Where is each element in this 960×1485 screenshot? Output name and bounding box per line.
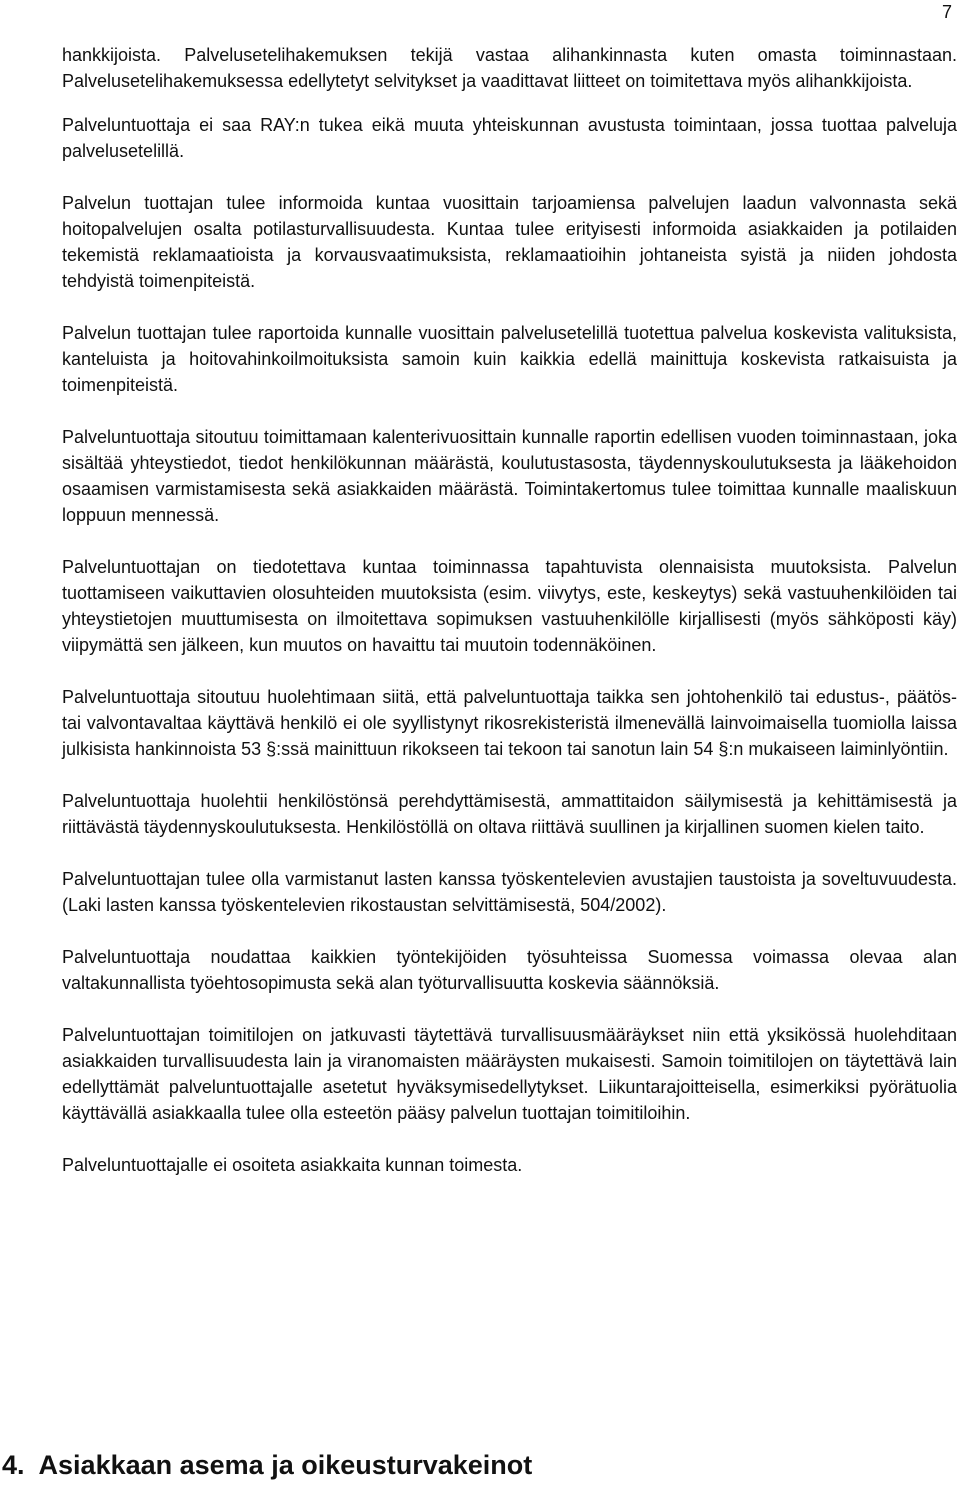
paragraph-change-notification: Palveluntuottajan on tiedotettava kuntaa toiminnassa tapahtuvista olennaisista muutoksista. Palvelun tuottamiseen vaikuttavien olosuhteiden muutoksista (esim. viivytys, este, keskeytys) sekä vastuuhenkilöiden tai yhteystietojen muuttumisesta on ilmoitettava sopimuksen vastuuhenkilölle kirjallisesti (myös sähköposti käy) viipymättä sen jälkeen, kun muutos on havaittu tai muutoin todennäköinen. <box>62 557 957 655</box>
paragraph-criminal-record: Palveluntuottaja sitoutuu huolehtimaan siitä, että palveluntuottaja taikka sen johtohenkilö tai edustus-, päätös- tai valvontavaltaa käyttävä henkilö ei ole syyllistynyt rikosrekisteristä ilmenevällä lainvoimaisella tuomiolla laissa julkisista hankinnoista 53 §:ssä mainittuun rikokseen tai tekoon tai sanotun lain 54 §:n mukaiseen laiminlyöntiin. <box>62 687 957 759</box>
document-body <box>62 42 957 1204</box>
paragraph-staff-training: Palveluntuottaja huolehtii henkilöstönsä perehdyttämisestä, ammattitaidon säilymisestä ja kehittämisestä ja riittävästä täydennyskoulutuksesta. Henkilöstöllä on oltava riittävä suullinen ja kirjallinen suomen kielen taito. <box>62 791 957 837</box>
paragraph-premises-safety: Palveluntuottajan toimitilojen on jatkuvasti täytettävä turvallisuusmääräykset niin että yksikössä huolehditaan asiakkaiden turvallisuudesta lain ja viranomaisten määräysten mukaisesti. Samoin toimitilojen on täytettävä lain edellyttämät palveluntuottajalle asetetut hyväksymisedellytykset. Liikuntarajoitteisella, esimerkiksi pyörätuolia käyttävällä asiakkaalla tulee olla esteetön pääsy palvelun tuottajan toimitiloihin. <box>62 1025 957 1123</box>
paragraph-background-check: Palveluntuottajan tulee olla varmistanut lasten kanssa työskentelevien avustajien taustoista ja soveltuvuudesta. (Laki lasten kanssa työskentelevien rikostaustan selvittämisestä, 504/2002). <box>62 869 957 915</box>
section-heading <box>2 1448 532 1482</box>
paragraph-client-assignment: Palveluntuottajalle ei osoiteta asiakkaita kunnan toimesta. <box>62 1155 523 1175</box>
paragraph-collective-agreement: Palveluntuottaja noudattaa kaikkien työntekijöiden työsuhteissa Suomessa voimassa olevaa alan valtakunnallista työehtosopimusta sekä alan työturvallisuutta koskevia säännöksiä. <box>62 947 957 993</box>
paragraph-annual-report: Palveluntuottaja sitoutuu toimittamaan kalenterivuosittain kunnalle raportin edellisen vuoden toiminnastaan, joka sisältää yhteystiedot, tiedot henkilökunnan määrästä, koulutustasosta, täydennyskoulutuksesta ja lääkehoidon osaamisen varmistamisesta sekä asiakkaiden määrästä. Toimintakertomus tulee toimittaa kunnalle maaliskuun loppuun mennessä. <box>62 427 957 525</box>
paragraph-subcontracting: hankkijoista. Palvelusetelihakemuksen tekijä vastaa alihankinnasta kuten omasta toiminnastaan. Palvelusetelihakemuksessa edellytetyt selvitykset ja vaadittavat liitteet on toimitettava myös alihankkijoista. <box>62 45 957 91</box>
section-title: Asiakkaan asema ja oikeusturvakeinot <box>38 1450 533 1480</box>
paragraph-complaints-reporting: Palvelun tuottajan tulee raportoida kunnalle vuosittain palvelusetelillä tuotettua palvelua koskevista valituksista, kanteluista ja hoitovahinkoilmoituksista samoin kuin kaikkia edellä mainittuja koskevista ratkaisuista ja toimenpiteistä. <box>62 323 957 395</box>
page-number: 7 <box>941 2 952 22</box>
paragraph-ray-support: Palveluntuottaja ei saa RAY:n tukea eikä muuta yhteiskunnan avustusta toimintaan, jossa tuottaa palveluja palvelusetelillä. <box>62 115 957 161</box>
section-number: 4. <box>2 1450 25 1480</box>
paragraph-quality-reporting: Palvelun tuottajan tulee informoida kuntaa vuosittain tarjoamiensa palvelujen laadun valvonnasta sekä hoitopalvelujen osalta potilasturvallisuudesta. Kuntaa tulee erityisesti informoida asiakkaiden ja potilaiden tekemistä reklamaatioista ja korvausvaatimuksista, reklamaatioihin johtaneista syistä ja niiden johdosta tehdyistä toimenpiteistä. <box>62 193 957 291</box>
